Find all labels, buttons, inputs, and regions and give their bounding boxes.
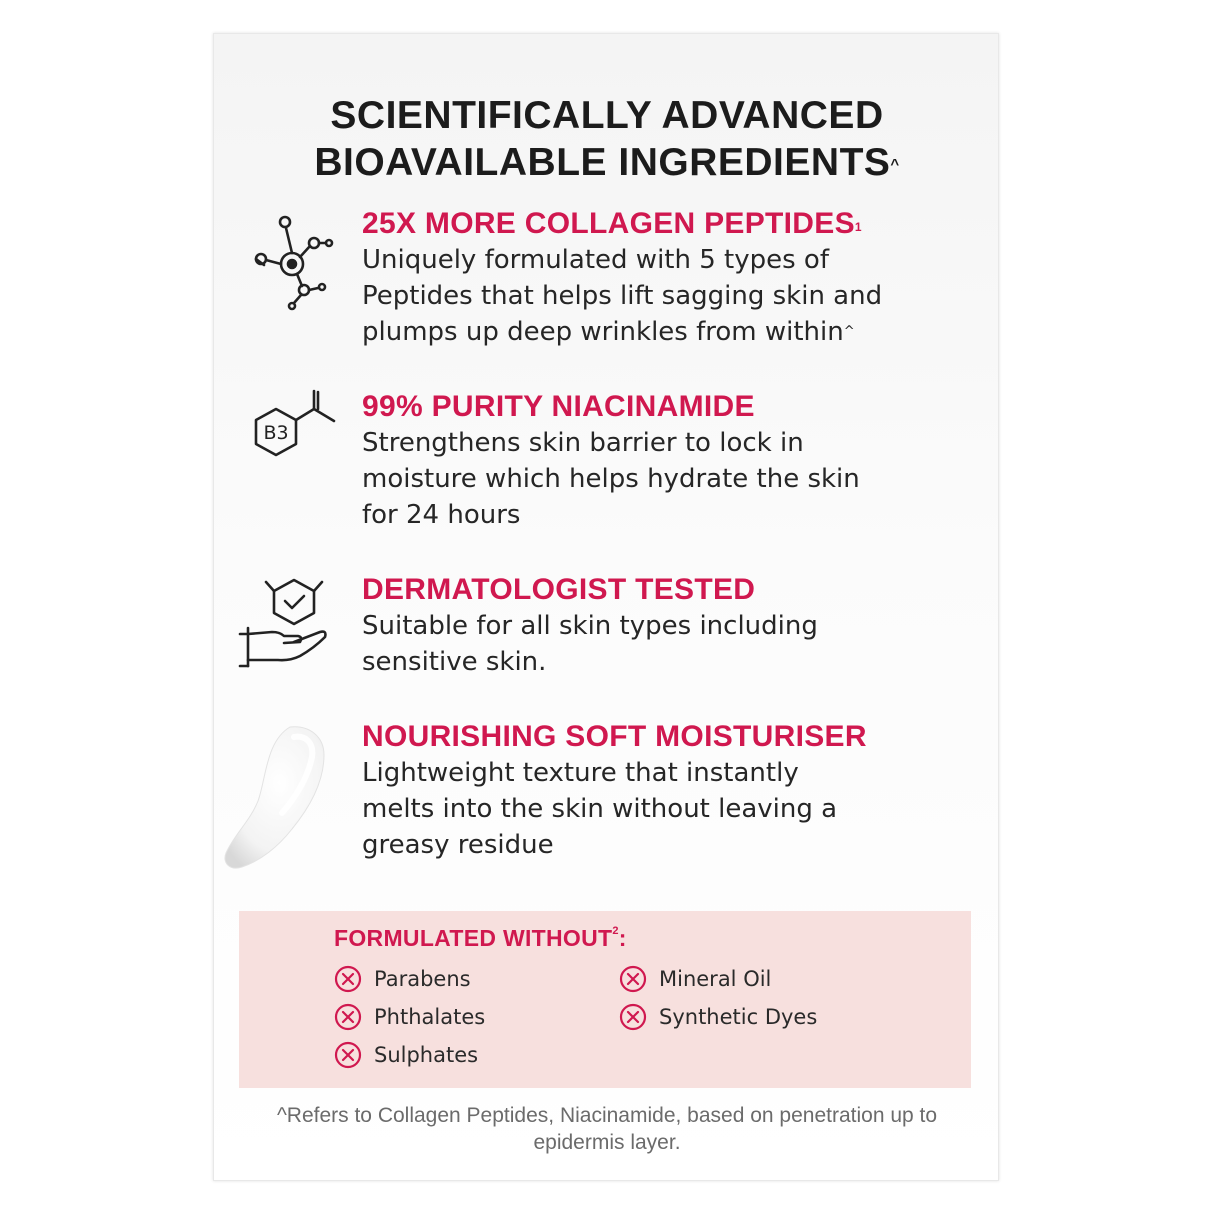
without-heading-mark: 2 <box>612 925 619 937</box>
description-line: Lightweight texture that instantly <box>362 758 799 788</box>
title-line-2-text: BIOAVAILABLE INGREDIENTS <box>314 141 891 184</box>
feature-heading: 99% PURITY NIACINAMIDE <box>362 390 755 423</box>
description-line: melts into the skin without leaving a <box>362 794 838 824</box>
feature-description <box>362 755 962 863</box>
x-circle-icon <box>619 965 647 993</box>
title-mark: ^ <box>890 156 900 173</box>
description-mark: ^ <box>843 324 855 339</box>
without-item-label: Synthetic Dyes <box>659 1005 818 1029</box>
title-line-2 <box>214 139 1000 186</box>
feature-heading-text: 25X MORE COLLAGEN PEPTIDES <box>362 207 855 240</box>
without-heading-text: FORMULATED WITHOUT <box>334 925 613 951</box>
x-circle-icon <box>334 1041 362 1069</box>
description-line: for 24 hours <box>362 500 521 530</box>
hand-check-icon <box>234 572 344 682</box>
without-item-mineral-oil <box>619 964 771 994</box>
without-item-phthalates <box>334 1002 485 1032</box>
title-line-1: SCIENTIFICALLY ADVANCED <box>330 94 884 137</box>
without-item-synthetic-dyes <box>619 1002 817 1032</box>
feature-heading: NOURISHING SOFT MOISTURISER <box>362 720 867 753</box>
b3-hexagon-icon <box>234 389 344 499</box>
without-item-label: Parabens <box>374 967 471 991</box>
description-line: moisture which helps hydrate the skin <box>362 464 860 494</box>
description-line: sensitive skin. <box>362 647 547 677</box>
molecule-icon <box>234 206 344 316</box>
formulated-without-panel <box>239 911 971 1088</box>
footnote-line-2: epidermis layer. <box>533 1131 681 1154</box>
product-panel <box>213 33 999 1181</box>
without-item-label: Mineral Oil <box>659 967 772 991</box>
footnote <box>214 1102 1000 1156</box>
feature-description <box>362 425 962 533</box>
formulated-without-heading <box>334 925 627 952</box>
without-heading-suffix: : <box>618 925 627 951</box>
description-line: greasy residue <box>362 830 554 860</box>
description-line: Uniquely formulated with 5 types of <box>362 245 829 275</box>
x-circle-icon <box>619 1003 647 1031</box>
feature-description <box>362 242 962 350</box>
cream-swatch-icon <box>220 721 340 881</box>
feature-description <box>362 608 962 680</box>
description-line: Strengthens skin barrier to lock in <box>362 428 804 458</box>
description-line: Peptides that helps lift sagging skin and <box>362 281 883 311</box>
heading-mark: 1 <box>854 220 862 234</box>
x-circle-icon <box>334 965 362 993</box>
without-item-label: Phthalates <box>374 1005 486 1029</box>
feature-heading: DERMATOLOGIST TESTED <box>362 573 756 606</box>
without-item-sulphates <box>334 1040 478 1070</box>
page-title <box>214 92 1000 186</box>
b3-label: B3 <box>263 422 289 444</box>
feature-heading <box>362 206 962 242</box>
description-line: plumps up deep wrinkles from within <box>362 317 844 347</box>
x-circle-icon <box>334 1003 362 1031</box>
without-item-label: Sulphates <box>374 1043 479 1067</box>
description-line: Suitable for all skin types including <box>362 611 818 641</box>
without-item-parabens <box>334 964 471 994</box>
footnote-line-1: ^Refers to Collagen Peptides, Niacinamide, based on penetration up to <box>276 1104 938 1127</box>
